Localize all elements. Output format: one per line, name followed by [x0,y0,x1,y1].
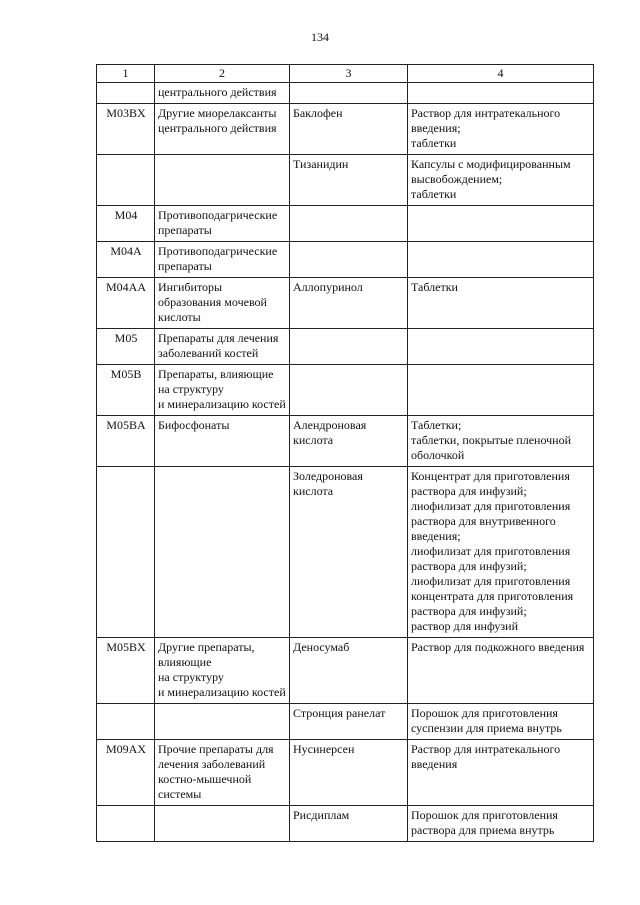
table-row [97,278,594,329]
atc-code-cell [97,83,155,104]
dosage-form-cell: Порошок для приготовления раствора для приема внутрь [408,806,594,842]
drug-name-cell [290,329,408,365]
dosage-form-cell [408,83,594,104]
dosage-form-cell [408,329,594,365]
table-row [97,467,594,638]
atc-code-cell [97,704,155,740]
drug-name-cell: Золедроновая кислота [290,467,408,638]
dosage-form-cell: Раствор для интратекального введения [408,740,594,806]
dosage-form-cell: Капсулы с модифицированным высвобождением; таблетки [408,155,594,206]
atc-code-cell [97,467,155,638]
table-row [97,104,594,155]
drug-name-cell [290,83,408,104]
drug-name-cell: Алендроновая кислота [290,416,408,467]
drug-name-cell: Нусинерсен [290,740,408,806]
header-cell-2: 2 [155,65,290,83]
table-body [97,83,594,842]
group-name-cell: Другие препараты, влияющие на структуру и минерализацию костей [155,638,290,704]
group-name-cell: Другие миорелаксанты центрального действия [155,104,290,155]
dosage-form-cell: Раствор для интратекального введения; таблетки [408,104,594,155]
drug-name-cell: Аллопуринол [290,278,408,329]
header-cell-1: 1 [97,65,155,83]
group-name-cell: Прочие препараты для лечения заболеваний костно-мышечной системы [155,740,290,806]
dosage-form-cell: Порошок для приготовления суспензии для приема внутрь [408,704,594,740]
dosage-form-cell [408,242,594,278]
group-name-cell: Препараты, влияющие на структуру и минерализацию костей [155,365,290,416]
drug-name-cell: Тизанидин [290,155,408,206]
dosage-form-cell: Таблетки [408,278,594,329]
drug-name-cell [290,365,408,416]
atc-code-cell: M05 [97,329,155,365]
dosage-form-cell [408,206,594,242]
atc-code-cell: M03BX [97,104,155,155]
dosage-form-cell [408,365,594,416]
group-name-cell [155,704,290,740]
table-row [97,638,594,704]
header-row [97,65,594,83]
table-row [97,740,594,806]
atc-code-cell: M04 [97,206,155,242]
group-name-cell: Бифосфонаты [155,416,290,467]
atc-code-cell [97,155,155,206]
drug-name-cell: Стронция ранелат [290,704,408,740]
atc-code-cell: M05BX [97,638,155,704]
dosage-form-cell: Таблетки; таблетки, покрытые пленочной оболочкой [408,416,594,467]
page-number: 134 [311,30,329,44]
drug-name-cell [290,242,408,278]
drug-name-cell: Деносумаб [290,638,408,704]
atc-code-cell: M04A [97,242,155,278]
dosage-form-cell: Раствор для подкожного введения [408,638,594,704]
group-name-cell [155,806,290,842]
group-name-cell: Противоподагрические препараты [155,206,290,242]
table-row [97,155,594,206]
atc-code-cell: M04AA [97,278,155,329]
group-name-cell: Ингибиторы образования мочевой кислоты [155,278,290,329]
dosage-form-cell: Концентрат для приготовления раствора для инфузий; лиофилизат для приготовления раствора для внутривенного введения; лиофилизат для приготовления раствора для инфузий; лиофилизат для приготовления концентрата для приготовления раствора для инфузий; раствор для инфузий [408,467,594,638]
table-row [97,329,594,365]
drug-name-cell: Рисдиплам [290,806,408,842]
table-row [97,206,594,242]
atc-code-cell: M05BA [97,416,155,467]
group-name-cell: центрального действия [155,83,290,104]
table-row [97,83,594,104]
atc-code-cell [97,806,155,842]
header-cell-4: 4 [408,65,594,83]
header-cell-3: 3 [290,65,408,83]
table-row [97,704,594,740]
table-row [97,806,594,842]
drug-table [96,64,594,842]
group-name-cell [155,155,290,206]
group-name-cell: Препараты для лечения заболеваний костей [155,329,290,365]
group-name-cell: Противоподагрические препараты [155,242,290,278]
table-row [97,365,594,416]
atc-code-cell: M09AX [97,740,155,806]
table-row [97,242,594,278]
atc-code-cell: M05B [97,365,155,416]
group-name-cell [155,467,290,638]
drug-name-cell: Баклофен [290,104,408,155]
table-row [97,416,594,467]
drug-name-cell [290,206,408,242]
